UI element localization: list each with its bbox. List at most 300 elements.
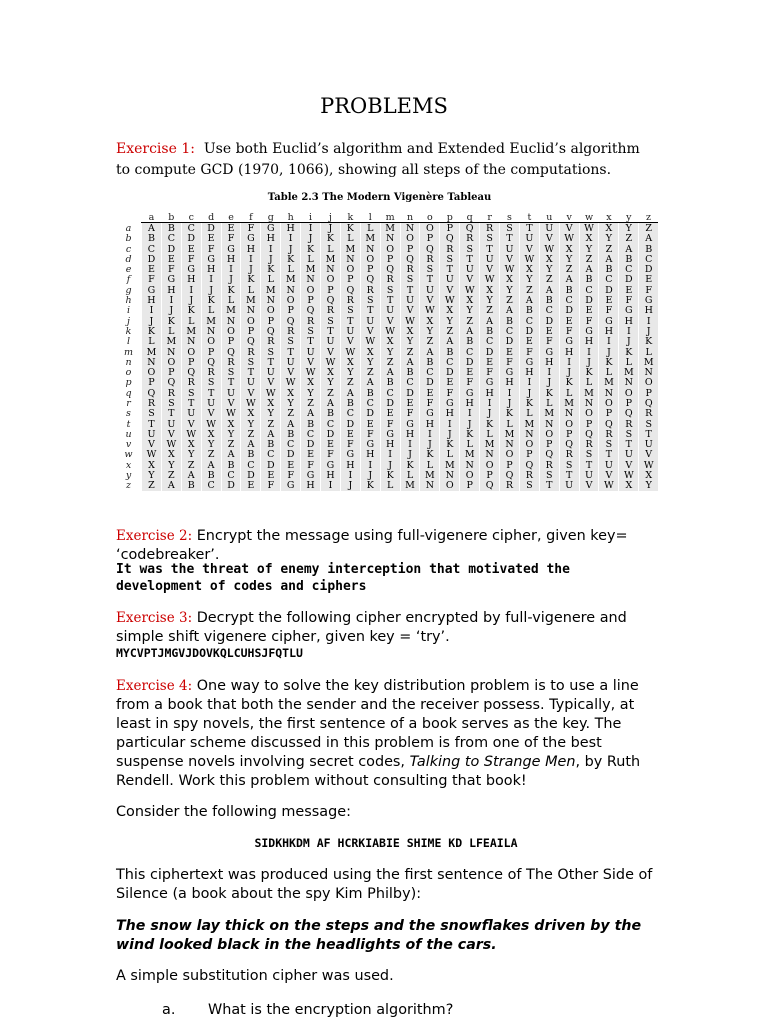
table-cell: N bbox=[460, 460, 480, 470]
table-cell: D bbox=[181, 234, 201, 244]
table-cell: Y bbox=[142, 470, 162, 480]
table-cell: P bbox=[261, 316, 281, 326]
table-cell: J bbox=[420, 440, 440, 450]
table-cell: A bbox=[261, 429, 281, 439]
table-cell: Z bbox=[321, 388, 341, 398]
table-cell: E bbox=[241, 481, 261, 491]
table-cell: M bbox=[241, 295, 261, 305]
table-cell: B bbox=[400, 367, 420, 377]
table-cell: S bbox=[340, 306, 360, 316]
table-cell: B bbox=[619, 254, 639, 264]
table-cell: I bbox=[460, 409, 480, 419]
table-cell: M bbox=[440, 460, 460, 470]
table-cell: N bbox=[161, 347, 181, 357]
table-row bbox=[116, 398, 658, 408]
table-cell: I bbox=[161, 295, 181, 305]
table-cell: R bbox=[579, 440, 599, 450]
table-cell: T bbox=[579, 460, 599, 470]
table-cell: E bbox=[500, 347, 520, 357]
table-cell: F bbox=[519, 347, 539, 357]
table-cell: T bbox=[261, 357, 281, 367]
table-cell: E bbox=[380, 409, 400, 419]
table-cell: C bbox=[619, 264, 639, 274]
row-header: m bbox=[123, 346, 133, 358]
table-cell: N bbox=[380, 234, 400, 244]
table-cell: K bbox=[420, 450, 440, 460]
table-cell: Q bbox=[261, 326, 281, 336]
table-cell: M bbox=[539, 409, 559, 419]
table-cell: I bbox=[480, 398, 500, 408]
table-cell: I bbox=[241, 254, 261, 264]
exercise-2 bbox=[116, 527, 656, 565]
table-cell: X bbox=[340, 357, 360, 367]
column-header: t bbox=[519, 212, 539, 223]
table-cell: E bbox=[221, 223, 241, 234]
table-cell: B bbox=[340, 398, 360, 408]
table-cell: S bbox=[380, 285, 400, 295]
table-cell: C bbox=[161, 234, 181, 244]
table-cell: V bbox=[301, 357, 321, 367]
table-cell: W bbox=[460, 285, 480, 295]
table-cell: Y bbox=[360, 357, 380, 367]
table-cell: C bbox=[579, 285, 599, 295]
table-row bbox=[116, 460, 658, 470]
table-cell: M bbox=[639, 357, 658, 367]
table-cell: N bbox=[201, 326, 221, 336]
table-cell: M bbox=[181, 326, 201, 336]
table-cell: M bbox=[380, 223, 400, 234]
table-cell: X bbox=[161, 450, 181, 460]
table-cell: P bbox=[380, 254, 400, 264]
table-cell: G bbox=[619, 306, 639, 316]
table-cell: Q bbox=[519, 460, 539, 470]
table-cell: O bbox=[181, 347, 201, 357]
table-cell: E bbox=[181, 244, 201, 254]
table-cell: B bbox=[360, 388, 380, 398]
table-cell: K bbox=[360, 481, 380, 491]
book-title: Talking to Strange Men bbox=[409, 754, 576, 770]
table-row bbox=[116, 316, 658, 326]
table-cell: G bbox=[161, 275, 181, 285]
table-cell: O bbox=[142, 367, 162, 377]
table-cell: F bbox=[599, 306, 619, 316]
table-cell: I bbox=[500, 388, 520, 398]
table-cell: C bbox=[519, 316, 539, 326]
table-cell: C bbox=[360, 398, 380, 408]
table-cell: Z bbox=[559, 264, 579, 274]
table-cell: P bbox=[460, 481, 480, 491]
table-cell: T bbox=[301, 337, 321, 347]
table-cell: B bbox=[639, 244, 658, 254]
table-cell: N bbox=[480, 450, 500, 460]
table-cell: K bbox=[440, 440, 460, 450]
table-cell: V bbox=[599, 470, 619, 480]
exercise-4-label: Exercise 4: bbox=[116, 678, 193, 694]
table-cell: X bbox=[559, 244, 579, 254]
table-cell: K bbox=[559, 378, 579, 388]
table-cell: P bbox=[201, 347, 221, 357]
table-cell: J bbox=[181, 295, 201, 305]
table-cell: G bbox=[579, 326, 599, 336]
column-header: p bbox=[440, 212, 460, 223]
table-cell: U bbox=[281, 357, 301, 367]
table-cell: C bbox=[460, 347, 480, 357]
table-cell: D bbox=[261, 460, 281, 470]
table-cell: I bbox=[579, 347, 599, 357]
table-cell: E bbox=[301, 450, 321, 460]
table-cell: U bbox=[241, 378, 261, 388]
table-cell: X bbox=[420, 316, 440, 326]
table-cell: T bbox=[539, 481, 559, 491]
table-cell: P bbox=[360, 264, 380, 274]
table-row bbox=[116, 285, 658, 295]
table-header-row bbox=[116, 212, 658, 223]
table-cell: H bbox=[161, 285, 181, 295]
table-cell: G bbox=[500, 367, 520, 377]
column-header: u bbox=[539, 212, 559, 223]
table-cell: E bbox=[519, 337, 539, 347]
table-cell: N bbox=[400, 223, 420, 234]
table-cell: S bbox=[321, 316, 341, 326]
table-cell: Z bbox=[301, 398, 321, 408]
table-cell: D bbox=[142, 254, 162, 264]
table-cell: M bbox=[599, 378, 619, 388]
column-header: q bbox=[460, 212, 480, 223]
table-cell: Q bbox=[639, 398, 658, 408]
table-cell: D bbox=[420, 378, 440, 388]
table-cell: I bbox=[360, 460, 380, 470]
table-cell: C bbox=[142, 244, 162, 254]
table-cell: G bbox=[599, 316, 619, 326]
table-cell: T bbox=[480, 244, 500, 254]
table-cell: Y bbox=[420, 326, 440, 336]
table-cell: N bbox=[420, 481, 440, 491]
table-cell: J bbox=[360, 470, 380, 480]
table-cell: B bbox=[539, 295, 559, 305]
table-cell: D bbox=[360, 409, 380, 419]
table-cell: V bbox=[539, 234, 559, 244]
table-cell: B bbox=[599, 264, 619, 274]
row-header: j bbox=[127, 315, 130, 327]
table-cell: S bbox=[201, 378, 221, 388]
table-cell: R bbox=[500, 481, 520, 491]
exercise-2-label: Exercise 2: bbox=[116, 528, 193, 544]
table-cell: U bbox=[181, 409, 201, 419]
table-cell: J bbox=[599, 347, 619, 357]
table-cell: W bbox=[221, 409, 241, 419]
table-cell: R bbox=[301, 316, 321, 326]
substitution-text: A simple substitution cipher was used. bbox=[116, 968, 394, 984]
table-cell: H bbox=[281, 223, 301, 234]
table-cell: W bbox=[241, 398, 261, 408]
table-cell: Z bbox=[639, 223, 658, 234]
table-cell: I bbox=[519, 378, 539, 388]
table-cell: Z bbox=[380, 357, 400, 367]
table-cell: N bbox=[519, 429, 539, 439]
table-row bbox=[116, 275, 658, 285]
table-cell: W bbox=[519, 254, 539, 264]
table-cell: C bbox=[400, 378, 420, 388]
row-header: h bbox=[125, 295, 132, 306]
table-cell: V bbox=[440, 285, 460, 295]
table-cell: F bbox=[639, 285, 658, 295]
table-cell: A bbox=[599, 254, 619, 264]
table-cell: V bbox=[519, 244, 539, 254]
table-cell: C bbox=[340, 409, 360, 419]
table-cell: L bbox=[281, 264, 301, 274]
table-cell: B bbox=[500, 316, 520, 326]
table-cell: B bbox=[161, 223, 181, 234]
table-row bbox=[116, 264, 658, 274]
table-cell: D bbox=[559, 306, 579, 316]
row-header: t bbox=[126, 418, 131, 430]
table-cell: R bbox=[360, 285, 380, 295]
table-cell: Y bbox=[281, 398, 301, 408]
table-cell: B bbox=[221, 460, 241, 470]
table-cell: S bbox=[241, 357, 261, 367]
table-cell: N bbox=[261, 295, 281, 305]
table-cell: U bbox=[161, 419, 181, 429]
table-cell: S bbox=[579, 450, 599, 460]
table-cell: P bbox=[340, 275, 360, 285]
table-cell: D bbox=[281, 450, 301, 460]
table-cell: R bbox=[181, 378, 201, 388]
table-cell: X bbox=[281, 388, 301, 398]
table-cell: W bbox=[380, 326, 400, 336]
table-cell: X bbox=[321, 367, 341, 377]
table-cell: A bbox=[360, 378, 380, 388]
table-cell: H bbox=[619, 316, 639, 326]
table-cell: X bbox=[480, 285, 500, 295]
table-cell: K bbox=[380, 470, 400, 480]
row-header: o bbox=[125, 367, 132, 378]
table-cell: X bbox=[301, 378, 321, 388]
table-cell: H bbox=[201, 264, 221, 274]
table-cell: H bbox=[181, 275, 201, 285]
table-cell: S bbox=[161, 398, 181, 408]
table-cell: H bbox=[321, 470, 341, 480]
table-cell: E bbox=[619, 285, 639, 295]
table-cell: A bbox=[241, 440, 261, 450]
table-cell: X bbox=[579, 234, 599, 244]
table-cell: R bbox=[519, 470, 539, 480]
table-cell: Y bbox=[221, 429, 241, 439]
row-header: q bbox=[125, 388, 132, 399]
table-cell: P bbox=[161, 367, 181, 377]
table-cell: X bbox=[201, 429, 221, 439]
table-cell: I bbox=[340, 470, 360, 480]
table-cell: S bbox=[480, 234, 500, 244]
row-header: d bbox=[125, 254, 132, 265]
table-cell: U bbox=[360, 316, 380, 326]
table-cell: L bbox=[460, 440, 480, 450]
table-cell: Q bbox=[380, 264, 400, 274]
table-cell: O bbox=[420, 223, 440, 234]
key-sentence: The snow lay thick on the steps and the snowflakes driven by the wind looked black in the headlights of the cars. bbox=[116, 918, 642, 953]
table-cell: G bbox=[480, 378, 500, 388]
table-cell: X bbox=[519, 264, 539, 274]
table-cell: V bbox=[221, 398, 241, 408]
table-cell: V bbox=[201, 409, 221, 419]
table-cell: U bbox=[480, 254, 500, 264]
exercise-1-text: Use both Euclid’s algorithm and Extended Euclid’s algorithm to compute GCD (1970, 1066), showing all steps of the computations. bbox=[116, 141, 640, 178]
table-cell: K bbox=[321, 234, 341, 244]
table-cell: X bbox=[440, 306, 460, 316]
table-cell: L bbox=[480, 429, 500, 439]
table-cell: H bbox=[639, 306, 658, 316]
exercise-3-text: Decrypt the following cipher encrypted by full-vigenere and simple shift vigenere cipher, given key = ‘try’. bbox=[116, 610, 627, 645]
column-header: i bbox=[301, 212, 321, 223]
table-cell: W bbox=[639, 460, 658, 470]
table-cell: L bbox=[161, 326, 181, 336]
table-cell: D bbox=[579, 295, 599, 305]
table-cell: L bbox=[519, 409, 539, 419]
table-cell: N bbox=[281, 285, 301, 295]
table-cell: M bbox=[400, 481, 420, 491]
table-cell: P bbox=[619, 398, 639, 408]
table-cell: A bbox=[201, 460, 221, 470]
table-cell: F bbox=[142, 275, 162, 285]
table-cell: J bbox=[559, 367, 579, 377]
column-header: n bbox=[400, 212, 420, 223]
table-cell: R bbox=[142, 398, 162, 408]
table-cell: S bbox=[460, 244, 480, 254]
table-cell: H bbox=[241, 244, 261, 254]
table-cell: F bbox=[579, 316, 599, 326]
table-cell: A bbox=[301, 409, 321, 419]
table-cell: C bbox=[321, 419, 341, 429]
table-cell: A bbox=[380, 367, 400, 377]
table-cell: L bbox=[261, 275, 281, 285]
table-cell: V bbox=[161, 429, 181, 439]
column-header: o bbox=[420, 212, 440, 223]
table-cell: Z bbox=[420, 337, 440, 347]
table-cell: C bbox=[599, 275, 619, 285]
column-header: x bbox=[599, 212, 619, 223]
table-cell: T bbox=[440, 264, 460, 274]
table-cell: V bbox=[460, 275, 480, 285]
table-cell: I bbox=[400, 440, 420, 450]
table-cell: D bbox=[480, 347, 500, 357]
table-cell: U bbox=[519, 234, 539, 244]
table-cell: Y bbox=[321, 378, 341, 388]
table-cell: R bbox=[400, 264, 420, 274]
table-cell: J bbox=[639, 326, 658, 336]
row-header: n bbox=[125, 357, 132, 368]
table-cell: L bbox=[500, 419, 520, 429]
table-cell: I bbox=[559, 357, 579, 367]
table-cell: T bbox=[360, 306, 380, 316]
table-cell: T bbox=[181, 398, 201, 408]
table-cell: H bbox=[539, 357, 559, 367]
column-header: g bbox=[261, 212, 281, 223]
table-cell: J bbox=[519, 388, 539, 398]
row-header: l bbox=[126, 336, 131, 347]
table-cell: A bbox=[400, 357, 420, 367]
table-cell: U bbox=[579, 470, 599, 480]
table-cell: A bbox=[321, 398, 341, 408]
table-cell: M bbox=[519, 419, 539, 429]
table-cell: N bbox=[142, 357, 162, 367]
table-cell: X bbox=[460, 295, 480, 305]
table-cell: Z bbox=[281, 409, 301, 419]
table-cell: G bbox=[519, 357, 539, 367]
column-header: b bbox=[161, 212, 181, 223]
table-cell: N bbox=[539, 419, 559, 429]
table-cell: T bbox=[420, 275, 440, 285]
row-header: s bbox=[126, 408, 131, 419]
table-cell: D bbox=[440, 367, 460, 377]
table-cell: C bbox=[480, 337, 500, 347]
table-cell: Y bbox=[559, 254, 579, 264]
table-cell: D bbox=[201, 223, 221, 234]
table-cell: S bbox=[500, 223, 520, 234]
table-cell: W bbox=[559, 234, 579, 244]
table-cell: S bbox=[559, 460, 579, 470]
table-cell: A bbox=[340, 388, 360, 398]
column-header: d bbox=[201, 212, 221, 223]
table-cell: O bbox=[281, 295, 301, 305]
table-cell: L bbox=[360, 223, 380, 234]
table-cell: T bbox=[559, 470, 579, 480]
table-cell: U bbox=[201, 398, 221, 408]
table-cell: G bbox=[241, 234, 261, 244]
table-cell: H bbox=[340, 460, 360, 470]
table-cell: E bbox=[400, 398, 420, 408]
table-row bbox=[116, 388, 658, 398]
table-cell: V bbox=[340, 337, 360, 347]
table-cell: R bbox=[221, 357, 241, 367]
table-cell: O bbox=[519, 440, 539, 450]
table-cell: M bbox=[321, 254, 341, 264]
table-cell: V bbox=[241, 388, 261, 398]
table-cell: A bbox=[142, 223, 162, 234]
table-cell: C bbox=[539, 306, 559, 316]
exercise-4-text-before: One way to solve the key distribution problem is to use a line from a book that both the sender and the receiver possess. Typically, at least in spy novels, the first sentence of a book serves as the key. The particular scheme discussed in this problem is from one of the best suspense novels involving secret codes, bbox=[116, 678, 639, 770]
table-cell: Q bbox=[559, 440, 579, 450]
table-cell: D bbox=[500, 337, 520, 347]
table-cell: F bbox=[340, 440, 360, 450]
table-cell: F bbox=[161, 264, 181, 274]
table-cell: A bbox=[519, 295, 539, 305]
table-cell: J bbox=[579, 357, 599, 367]
table-cell: E bbox=[161, 254, 181, 264]
table-cell: P bbox=[142, 378, 162, 388]
table-cell: E bbox=[420, 388, 440, 398]
table-cell: B bbox=[301, 419, 321, 429]
table-cell: G bbox=[340, 450, 360, 460]
table-cell: O bbox=[201, 337, 221, 347]
table-cell: O bbox=[579, 409, 599, 419]
table-cell: E bbox=[460, 367, 480, 377]
table-cell: C bbox=[221, 470, 241, 480]
table-cell: K bbox=[261, 264, 281, 274]
table-cell: R bbox=[619, 419, 639, 429]
table-cell: Z bbox=[480, 306, 500, 316]
table-cell: I bbox=[221, 264, 241, 274]
table-cell: U bbox=[380, 306, 400, 316]
table-cell: G bbox=[639, 295, 658, 305]
table-cell: Q bbox=[420, 244, 440, 254]
table-cell: V bbox=[360, 326, 380, 336]
table-cell: J bbox=[380, 460, 400, 470]
table-cell: G bbox=[142, 285, 162, 295]
table-cell: G bbox=[440, 398, 460, 408]
column-header: z bbox=[639, 212, 658, 223]
table-cell: O bbox=[360, 254, 380, 264]
table-row bbox=[116, 326, 658, 336]
table-cell: H bbox=[380, 440, 400, 450]
